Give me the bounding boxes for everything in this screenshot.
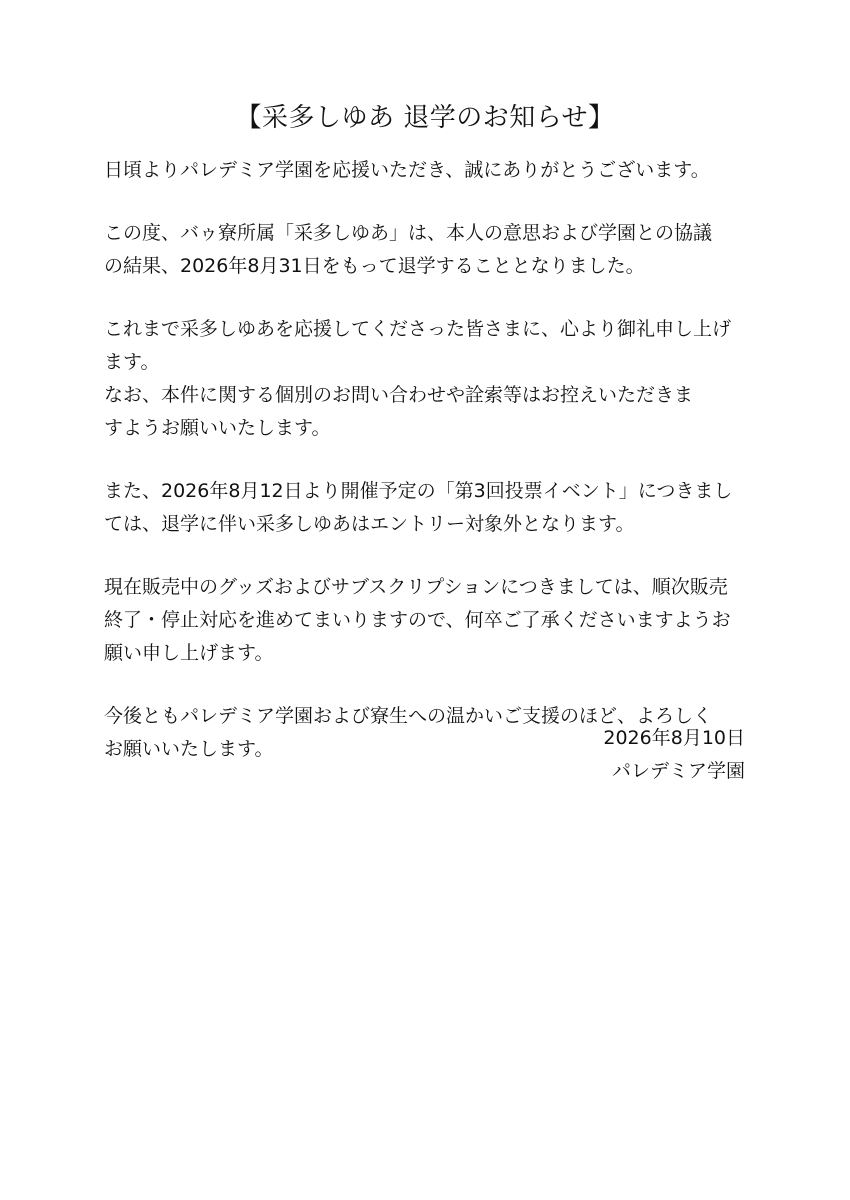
signature-block bbox=[603, 722, 745, 788]
text-line: 現在販売中のグッズおよびサブスクリプションにつきましては、順次販売 bbox=[104, 576, 728, 598]
text-line: ます。 bbox=[104, 351, 160, 373]
text-line: 今後ともパレデミア学園および寮生への温かいご支援のほど、よろしく bbox=[104, 705, 713, 727]
text-line: また、2026年8月12日より開催予定の「第3回投票イベント」につきまし bbox=[104, 480, 733, 502]
text-line: これまで采多しゆあを応援してくださった皆さまに、心より御礼申し上げ bbox=[104, 318, 732, 340]
document-signature: パレデミア学園 bbox=[611, 760, 745, 782]
text-line: の結果、2026年8月31日をもって退学することとなりました。 bbox=[104, 255, 645, 277]
document-body bbox=[104, 154, 752, 796]
document-title: 【采多しゆあ 退学のお知らせ】 bbox=[235, 103, 615, 133]
text-line: ては、退学に伴い采多しゆあはエントリー対象外となります。 bbox=[104, 513, 635, 535]
document-date: 2026年8月10日 bbox=[603, 727, 745, 749]
text-line: お願いいたします。 bbox=[104, 738, 274, 760]
text-line: なお、本件に関する個別のお問い合わせや詮索等はお控えいただきま bbox=[104, 384, 694, 406]
paragraph-goods bbox=[104, 571, 752, 670]
paragraph-thanks bbox=[104, 313, 752, 445]
text-line: 終了・停止対応を進めてまいりますので、何卒ご了承くださいますようお bbox=[104, 609, 731, 631]
text-line: すようお願いいたします。 bbox=[104, 417, 331, 439]
paragraph-event bbox=[104, 475, 752, 541]
paragraph-announcement bbox=[104, 217, 752, 283]
text-line: この度、バゥ寮所属「采多しゆあ」は、本人の意思および学園との協議 bbox=[104, 222, 713, 244]
text-line: 日頃よりパレデミア学園を応援いただき、誠にありがとうございます。 bbox=[104, 159, 710, 181]
paragraph-greeting bbox=[104, 154, 752, 187]
text-line: 願い申し上げます。 bbox=[104, 642, 274, 664]
